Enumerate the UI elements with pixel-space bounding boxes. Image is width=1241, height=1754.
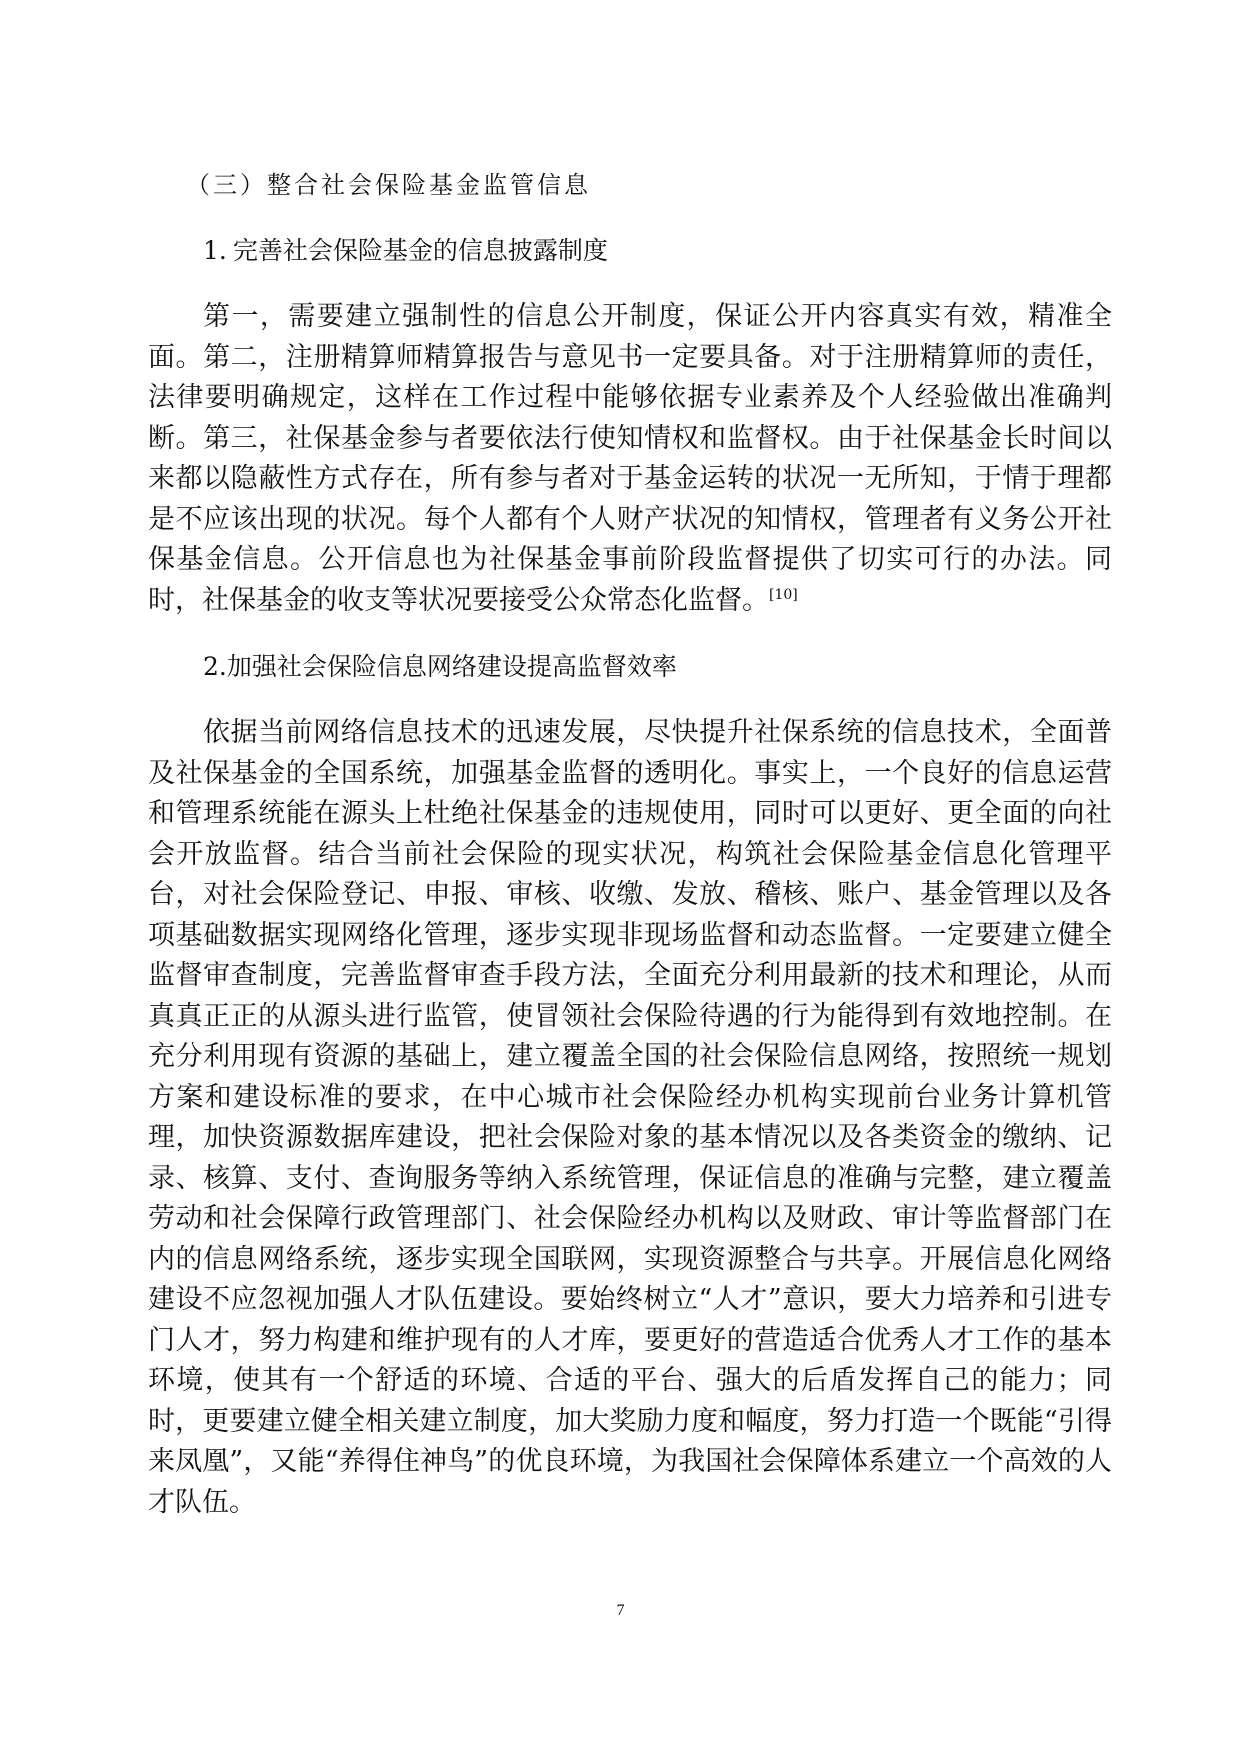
citation-marker: [10] bbox=[769, 586, 798, 603]
subsection-1-heading bbox=[148, 231, 1112, 271]
subsection-2-heading: 2.加强社会保险信息网络建设提高监督效率 bbox=[203, 652, 677, 681]
subsection-1-paragraph bbox=[148, 297, 1112, 621]
subsection-1-number: 1. bbox=[203, 236, 227, 265]
section-heading: （三）整合社会保险基金监管信息 bbox=[186, 171, 591, 199]
subsection-1-paragraph-text: 第一，需要建立强制性的信息公开制度，保证公开内容真实有效，精准全面。第二，注册精算师精算报告与意见书一定要具备。对于注册精算师的责任，法律要明确规定，这样在工作过程中能够依据专业素养及个人经验做出准确判断。第三，社保基金参与者要依法行使知情权和监督权。由于社保基金长时间以来都以隐蔽性方式存在，所有参与者对于基金运转的状况一无所知，于情于理都是不应该出现的状况。每个人都有个人财产状况的知情权，管理者有义务公开社保基金信息。公开信息也为社保基金事前阶段监督提供了切实可行的办法。同时，社保基金的收支等状况要接受公众常态化监督。 bbox=[148, 301, 1112, 616]
page-content bbox=[148, 165, 1112, 1549]
subsection-1-title: 完善社会保险基金的信息披露制度 bbox=[232, 236, 608, 265]
subsection-2-paragraph: 依据当前网络信息技术的迅速发展，尽快提升社保系统的信息技术，全面普及社保基金的全国系统，加强基金监督的透明化。事实上，一个良好的信息运营和管理系统能在源头上杜绝社保基金的违规使用，同时可以更好、更全面的向社会开放监督。结合当前社会保险的现实状况，构筑社会保险基金信息化管理平台，对社会保险登记、申报、审核、收缴、发放、稽核、账户、基金管理以及各项基础数据实现网络化管理，逐步实现非现场监督和动态监督。一定要建立健全监督审查制度，完善监督审查手段方法，全面充分利用最新的技术和理论，从而真真正正的从源头进行监管，使冒领社会保险待遇的行为能得到有效地控制。在充分利用现有资源的基础上，建立覆盖全国的社会保险信息网络，按照统一规划方案和建设标准的要求，在中心城市社会保险经办机构实现前台业务计算机管理，加快资源数据库建设，把社会保险对象的基本情况以及各类资金的缴纳、记录、核算、支付、查询服务等纳入系统管理，保证信息的准确与完整，建立覆盖劳动和社会保障行政管理部门、社会保险经办机构以及财政、审计等监督部门在内的信息网络系统，逐步实现全国联网，实现资源整合与共享。开展信息化网络建设不应忽视加强人才队伍建设。要始终树立“人才”意识，要大力培养和引进专门人才，努力构建和维护现有的人才库，要更好的营造适合优秀人才工作的基本环境，使其有一个舒适的环境、合适的平台、强大的后盾发挥自己的能力；同时，更要建立健全相关建立制度，加大奖励力度和幅度，努力打造一个既能“引得来凤凰”，又能“养得住神鸟”的优良环境，为我国社会保障体系建立一个高效的人才队伍。 bbox=[148, 717, 1112, 1518]
page-number: 7 bbox=[616, 1602, 625, 1619]
